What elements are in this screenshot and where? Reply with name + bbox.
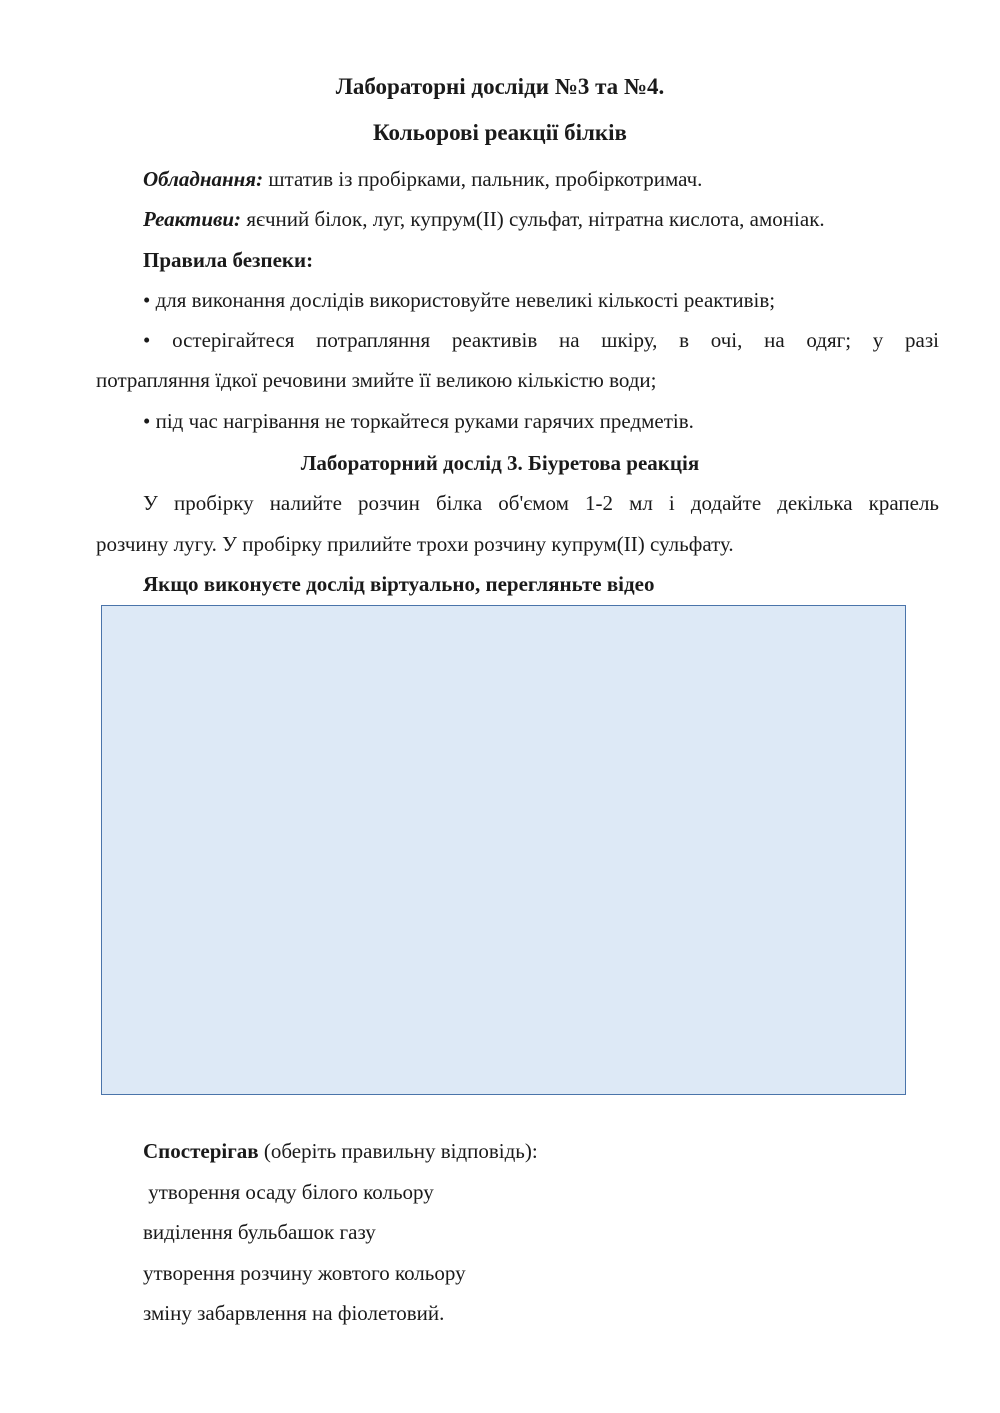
equipment-label: Обладнання: — [143, 167, 264, 191]
experiment-text-cont: розчину лугу. У пробірку прилийте трохи розчину купрум(ІІ) сульфату. — [96, 532, 734, 556]
reagents-label: Реактиви: — [143, 207, 242, 231]
experiment-text: У пробірку налийте розчин білка об'ємом 1-2 мл і додайте декілька крапель — [143, 491, 939, 515]
answer-option[interactable]: зміну забарвлення на фіолетовий. — [143, 1301, 445, 1325]
observation-label: Спостерігав — [143, 1139, 259, 1163]
safety-rule-2: • остерігайтеся потрапляння реактивів на шкіру, в очі, на одяг; у разі — [143, 328, 939, 352]
experiment-heading: Лабораторний дослід 3. Біуретова реакція — [300, 451, 700, 475]
safety-heading: Правила безпеки: — [143, 248, 314, 272]
observation-hint: (оберіть правильну відповідь): — [258, 1139, 538, 1163]
safety-rule-3: • під час нагрівання не торкайтеся руками гарячих предметів. — [143, 409, 694, 433]
equipment-text: штатив із пробірками, пальник, пробіркотримач. — [263, 167, 703, 191]
video-prompt: Якщо виконуєте дослід віртуально, перегляньте відео — [143, 572, 655, 596]
page-title: Лабораторні досліди №3 та №4. — [335, 74, 665, 99]
safety-rule-1: • для виконання дослідів використовуйте невеликі кількості реактивів; — [143, 288, 776, 312]
answer-option[interactable]: утворення осаду білого кольору — [143, 1180, 434, 1204]
observation-line — [143, 1138, 538, 1164]
reagents-text: яєчний білок, луг, купрум(ІІ) сульфат, нітратна кислота, амоніак. — [241, 207, 825, 231]
answer-option[interactable]: утворення розчину жовтого кольору — [143, 1261, 466, 1285]
equipment-line — [143, 166, 702, 192]
safety-rule-2-cont: потрапляння їдкої речовини змийте її великою кількістю води; — [96, 368, 657, 392]
page-subtitle: Кольорові реакції білків — [373, 120, 627, 145]
answer-option[interactable]: виділення бульбашок газу — [143, 1220, 376, 1244]
reagents-line — [143, 206, 825, 232]
video-embed[interactable] — [101, 605, 906, 1095]
